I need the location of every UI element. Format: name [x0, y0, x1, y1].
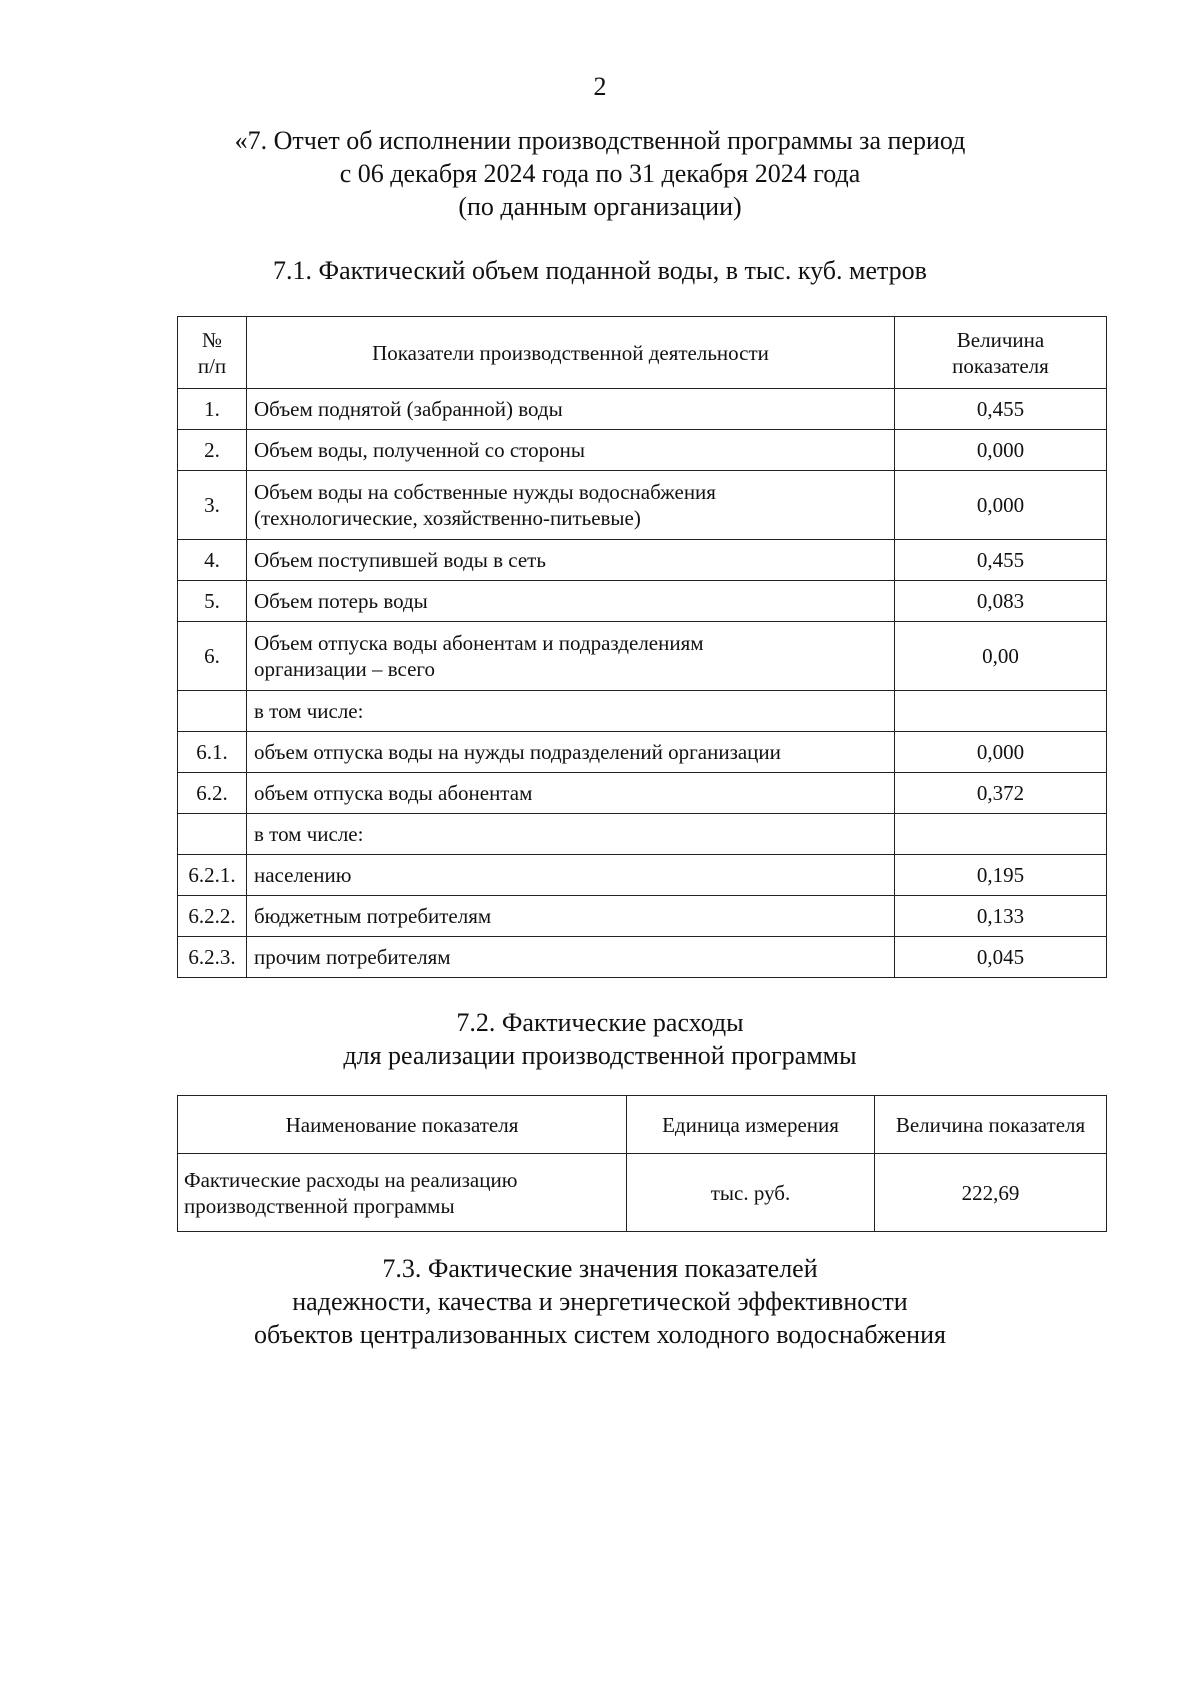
row-indicator-name	[247, 691, 895, 732]
table-row	[178, 540, 1107, 581]
table-row	[178, 1154, 1107, 1232]
row-value: 0,372	[895, 773, 1107, 814]
header-value-line: Величина	[956, 327, 1045, 352]
row-number	[178, 691, 247, 732]
row-indicator-name	[247, 471, 895, 540]
row-number: 4.	[178, 540, 247, 581]
header-value: Величина показателя	[875, 1096, 1107, 1154]
row-indicator-name-line: объем отпуска воды абонентам	[254, 781, 533, 805]
page-number: 2	[593, 72, 607, 101]
table-row	[178, 581, 1107, 622]
row-indicator-name	[247, 855, 895, 896]
row-value: 0,000	[895, 471, 1107, 540]
row-number: 6.1.	[178, 732, 247, 773]
table-row	[178, 937, 1107, 978]
main-heading-line: (по данным организации)	[458, 192, 742, 221]
table-row	[178, 732, 1107, 773]
row-indicator-name-line: объем отпуска воды на нужды подразделений организации	[254, 740, 781, 764]
row-indicator-name-line: Объем поступившей воды в сеть	[254, 548, 546, 572]
main-heading	[0, 124, 1200, 223]
section-7-2-title-line: 7.2. Фактические расходы	[456, 1008, 744, 1037]
row-value: 0,195	[895, 855, 1107, 896]
row-number: 6.	[178, 622, 247, 691]
row-indicator-name-line: Объем поднятой (забранной) воды	[254, 397, 563, 421]
water-volume-table	[177, 316, 1107, 978]
header-value-line: показателя	[952, 353, 1049, 378]
row-indicator-name-line: Объем воды, полученной со стороны	[254, 438, 585, 462]
table-row	[178, 773, 1107, 814]
header-num-line: п/п	[197, 353, 227, 378]
indicator-name-line: Фактические расходы на реализацию	[184, 1167, 518, 1192]
header-num-line: №	[201, 327, 223, 352]
indicator-name-line: производственной программы	[184, 1193, 455, 1218]
section-7-1-title	[0, 254, 1200, 287]
section-7-2-title	[0, 1006, 1200, 1072]
row-number: 2.	[178, 430, 247, 471]
table-row	[178, 896, 1107, 937]
header-value	[895, 317, 1107, 389]
row-indicator-name	[247, 814, 895, 855]
unit-cell: тыс. руб.	[627, 1154, 875, 1232]
row-number: 1.	[178, 389, 247, 430]
row-indicator-name	[247, 389, 895, 430]
row-indicator-name-line: организации – всего	[254, 657, 436, 681]
indicator-name-cell	[178, 1154, 627, 1232]
row-indicator-name	[247, 896, 895, 937]
row-indicator-name	[247, 937, 895, 978]
table-row	[178, 430, 1107, 471]
main-heading-line: «7. Отчет об исполнении производственной программы за период	[234, 126, 966, 155]
row-number: 3.	[178, 471, 247, 540]
row-indicator-name	[247, 773, 895, 814]
table-header-row	[178, 1096, 1107, 1154]
row-indicator-name	[247, 732, 895, 773]
row-indicator-name-line: (технологические, хозяйственно-питьевые)	[254, 506, 641, 530]
row-value: 0,00	[895, 622, 1107, 691]
row-number: 6.2.1.	[178, 855, 247, 896]
table-header-row	[178, 317, 1107, 389]
row-indicator-name-line: населению	[254, 863, 352, 887]
header-name: Показатели производственной деятельности	[247, 317, 895, 389]
row-value: 0,000	[895, 732, 1107, 773]
row-value: 0,000	[895, 430, 1107, 471]
row-indicator-name-line: прочим потребителям	[254, 945, 451, 969]
section-7-3-title-line: 7.3. Фактические значения показателей	[382, 1254, 818, 1283]
row-indicator-name-line: Объем отпуска воды абонентам и подразделениям	[254, 631, 704, 655]
row-indicator-name-line: Объем воды на собственные нужды водоснабжения	[254, 480, 716, 504]
row-number: 6.2.	[178, 773, 247, 814]
row-value: 0,133	[895, 896, 1107, 937]
table-row	[178, 389, 1107, 430]
water-volume-rows	[178, 389, 1107, 978]
header-indicator-name: Наименование показателя	[178, 1096, 627, 1154]
main-heading-line: с 06 декабря 2024 года по 31 декабря 2024 года	[339, 159, 861, 188]
row-value: 0,083	[895, 581, 1107, 622]
row-indicator-name	[247, 581, 895, 622]
row-value	[895, 814, 1107, 855]
value-cell: 222,69	[875, 1154, 1107, 1232]
row-indicator-name	[247, 540, 895, 581]
header-unit: Единица измерения	[627, 1096, 875, 1154]
table-row	[178, 471, 1107, 540]
table-row	[178, 814, 1107, 855]
row-value: 0,455	[895, 389, 1107, 430]
row-indicator-name-line: в том числе:	[254, 822, 364, 846]
section-7-3-title-line: надежности, качества и энергетической эффективности	[292, 1287, 908, 1316]
expenses-table	[177, 1095, 1107, 1232]
header-num	[178, 317, 247, 389]
row-number: 6.2.3.	[178, 937, 247, 978]
row-number: 5.	[178, 581, 247, 622]
row-indicator-name-line: в том числе:	[254, 699, 364, 723]
row-indicator-name	[247, 430, 895, 471]
table-row	[178, 855, 1107, 896]
row-value	[895, 691, 1107, 732]
section-7-3-title-line: объектов централизованных систем холодного водоснабжения	[254, 1320, 946, 1349]
row-indicator-name-line: Объем потерь воды	[254, 589, 428, 613]
row-number	[178, 814, 247, 855]
table-row	[178, 622, 1107, 691]
row-value: 0,045	[895, 937, 1107, 978]
row-indicator-name-line: бюджетным потребителям	[254, 904, 492, 928]
section-7-1-title-text: 7.1. Фактический объем поданной воды, в тыс. куб. метров	[273, 256, 927, 285]
row-number: 6.2.2.	[178, 896, 247, 937]
section-7-2-title-line: для реализации производственной программы	[343, 1041, 857, 1070]
row-value: 0,455	[895, 540, 1107, 581]
section-7-3-title	[0, 1252, 1200, 1351]
table-row	[178, 691, 1107, 732]
row-indicator-name	[247, 622, 895, 691]
